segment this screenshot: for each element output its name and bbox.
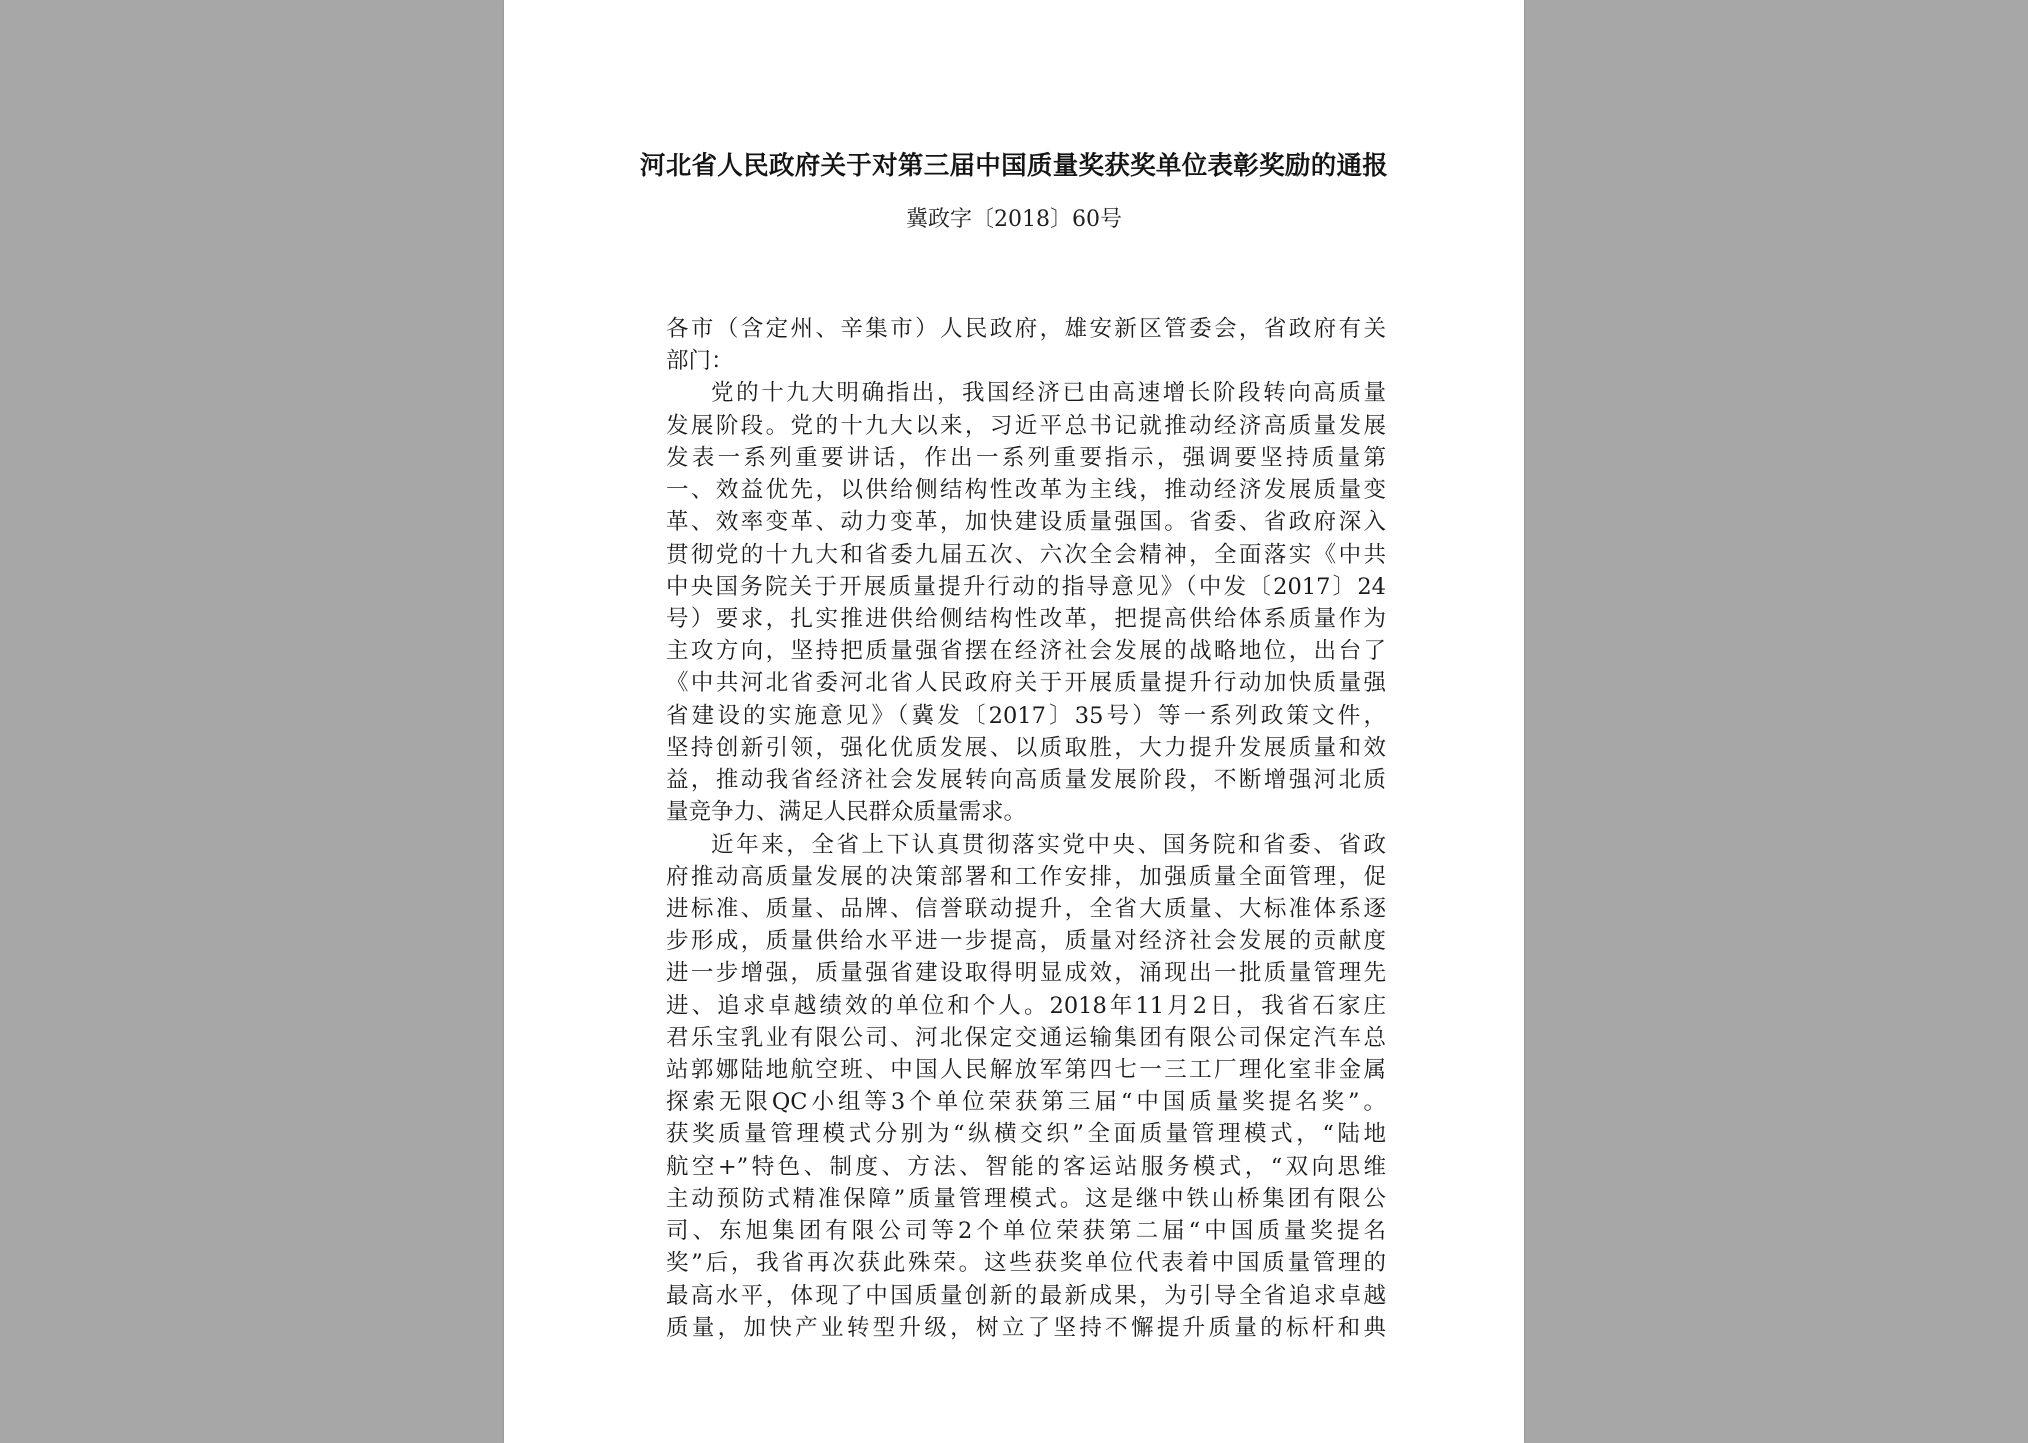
body-line: 最高水平，体现了中国质量创新的最新成果，为引导全省追求卓越 [666, 1282, 1386, 1309]
body-line: 主动预防式精准保障”质量管理模式。这是继中铁山桥集团有限公 [666, 1185, 1386, 1212]
body-line: 主攻方向，坚持把质量强省摆在经济社会发展的战略地位，出台了 [666, 638, 1386, 665]
body-line: 《中共河北省委河北省人民政府关于开展质量提升行动加快质量强 [666, 670, 1386, 697]
body-line: 坚持创新引领，强化优质发展、以质取胜，大力提升发展质量和效 [666, 734, 1386, 761]
body-line: 司、东旭集团有限公司等2个单位荣获第二届“中国质量奖提名 [666, 1218, 1386, 1245]
body-line: 发展阶段。党的十九大以来，习近平总书记就推动经济高质量发展 [666, 412, 1386, 439]
body-line: 府推动高质量发展的决策部署和工作安排，加强质量全面管理，促 [666, 863, 1386, 890]
body-line: 探索无限QC小组等3个单位荣获第三届“中国质量奖提名奖”。 [666, 1089, 1386, 1116]
body-line: 各市（含定州、辛集市）人民政府，雄安新区管委会，省政府有关 [666, 316, 1386, 342]
body-line: 获奖质量管理模式分别为“纵横交织”全面质量管理模式，“陆地 [666, 1121, 1386, 1148]
document-title: 河北省人民政府关于对第三届中国质量奖获奖单位表彰奖励的通报 [639, 151, 1389, 181]
body-line: 中央国务院关于开展质量提升行动的指导意见》（中发〔2017〕24 [666, 573, 1386, 600]
body-line: 益，推动我省经济社会发展转向高质量发展阶段，不断增强河北质 [666, 767, 1386, 794]
body-line: 航空+”特色、制度、方法、智能的客运站服务模式，“双向思维 [666, 1153, 1386, 1180]
body-line: 质量，加快产业转型升级，树立了坚持不懈提升质量的标杆和典 [666, 1314, 1386, 1341]
body-line: 号）要求，扎实推进供给侧结构性改革，把提高供给体系质量作为 [666, 605, 1386, 632]
body-line: 发表一系列重要讲话，作出一系列重要指示，强调要坚持质量第 [666, 444, 1386, 471]
document-body [666, 313, 1386, 1344]
body-line: 近年来，全省上下认真贯彻落实党中央、国务院和省委、省政 [711, 831, 1386, 858]
body-line: 奖”后，我省再次获此殊荣。这些获奖单位代表着中国质量管理的 [666, 1250, 1386, 1277]
document-page [504, 0, 1524, 1443]
body-line: 君乐宝乳业有限公司、河北保定交通运输集团有限公司保定汽车总 [666, 1024, 1386, 1051]
body-line: 一、效益优先，以供给侧结构性改革为主线，推动经济发展质量变 [666, 477, 1386, 504]
body-line: 站郭娜陆地航空班、中国人民解放军第四七一三工厂理化室非金属 [666, 1057, 1386, 1084]
body-line: 党的十九大明确指出，我国经济已由高速增长阶段转向高质量 [711, 380, 1386, 407]
body-line: 省建设的实施意见》（冀发〔2017〕35号）等一系列政策文件， [666, 702, 1386, 729]
body-line: 革、效率变革、动力变革，加快建设质量强国。省委、省政府深入 [666, 509, 1386, 536]
body-line: 进标准、质量、品牌、信誉联动提升，全省大质量、大标准体系逐 [666, 895, 1386, 922]
body-line: 进一步增强，质量强省建设取得明显成效，涌现出一批质量管理先 [666, 960, 1386, 987]
body-line: 进、追求卓越绩效的单位和个人。2018年11月2日，我省石家庄 [666, 992, 1386, 1019]
body-line: 贯彻党的十九大和省委九届五次、六次全会精神，全面落实《中共 [666, 541, 1386, 568]
body-line: 部门： [666, 348, 734, 375]
body-line: 量竞争力、满足人民群众质量需求。 [666, 799, 1027, 826]
document-number: 冀政字〔2018〕60号 [906, 207, 1122, 232]
body-line: 步形成，质量供给水平进一步提高，质量对经济社会发展的贡献度 [666, 928, 1386, 955]
